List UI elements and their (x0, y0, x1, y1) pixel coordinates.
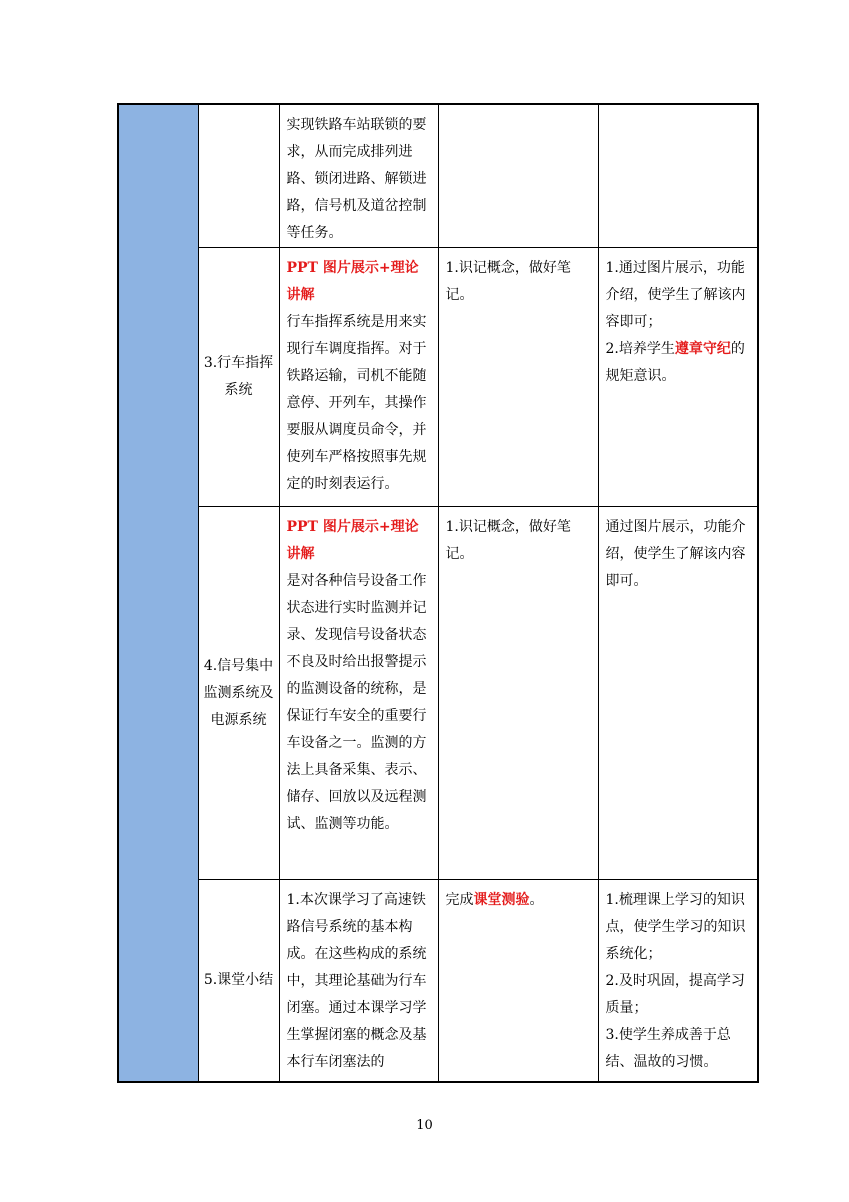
cell-text: 3.使学生养成善于总结、温故的习惯。 (605, 1027, 731, 1070)
stage-cell: 5.课堂小结 (198, 880, 279, 1082)
student-activity-cell (438, 104, 598, 248)
student-activity-cell (438, 248, 598, 507)
content-cell (279, 248, 438, 507)
cell-text: 2.及时巩固，提高学习质量； (605, 973, 745, 1016)
cell-text: 1.识记概念，做好笔记。 (445, 519, 571, 562)
table-row (118, 248, 758, 507)
design-intent-cell (598, 507, 758, 880)
student-activity-cell (438, 880, 598, 1082)
cell-text: 1.梳理课上学习的知识点，使学生学习的知识系统化； (605, 892, 746, 962)
stage-cell: 4.信号集中监测系统及电源系统 (198, 507, 279, 880)
table-row (118, 104, 758, 248)
cell-text: 的规矩意识。 (605, 341, 745, 384)
content-cell (279, 880, 438, 1082)
cell-text: 实现铁路车站联锁的要求，从而完成排列进路、锁闭进路、解锁进路，信号机及道岔控制等任务。 (286, 117, 427, 241)
stage-cell: 3.行车指挥系统 (198, 248, 279, 507)
cell-text: 。 (529, 892, 544, 908)
design-intent-cell (598, 104, 758, 248)
section-sidebar (118, 104, 198, 1082)
cell-text: 完成 (445, 892, 474, 908)
cell-text: 通过图片展示，功能介绍，使学生了解该内容即可。 (605, 519, 746, 589)
highlighted-text: PPT 图片展示+理论讲解 (286, 260, 419, 303)
cell-text: 1.识记概念，做好笔记。 (445, 260, 571, 303)
highlighted-text: 遵章守纪 (674, 341, 731, 357)
table-row (118, 507, 758, 880)
design-intent-cell (598, 248, 758, 507)
page-number: 10 (416, 1118, 433, 1133)
student-activity-cell (438, 507, 598, 880)
cell-text: 1.通过图片展示，功能介绍，使学生了解该内容即可； (605, 260, 746, 330)
table-row (118, 880, 758, 1082)
cell-text: 行车指挥系统是用来实现行车调度指挥。对于铁路运输，司机不能随意停、开列车，其操作要服从调度员命令，并使列车严格按照事先规定的时刻表运行。 (286, 314, 427, 492)
cell-text: 2.培养学生 (605, 341, 675, 357)
lesson-plan-table (117, 103, 759, 1083)
cell-text: 是对各种信号设备工作状态进行实时监测并记录、发现信号设备状态不良及时给出报警提示的监测设备的统称，是保证行车安全的重要行车设备之一。监测的方法上具备采集、表示、储存、回放以及远程测试、监测等功能。 (286, 573, 427, 832)
highlighted-text: PPT 图片展示+理论讲解 (286, 519, 419, 562)
design-intent-cell (598, 880, 758, 1082)
cell-text: 1.本次课学习了高速铁路信号系统的基本构成。在这些构成的系统中，其理论基础为行车闭塞。通过本课学习学生掌握闭塞的概念及基本行车闭塞法的 (286, 892, 427, 1070)
stage-cell (198, 104, 279, 248)
highlighted-text: 课堂测验 (473, 892, 530, 908)
content-cell (279, 104, 438, 248)
content-cell (279, 507, 438, 880)
